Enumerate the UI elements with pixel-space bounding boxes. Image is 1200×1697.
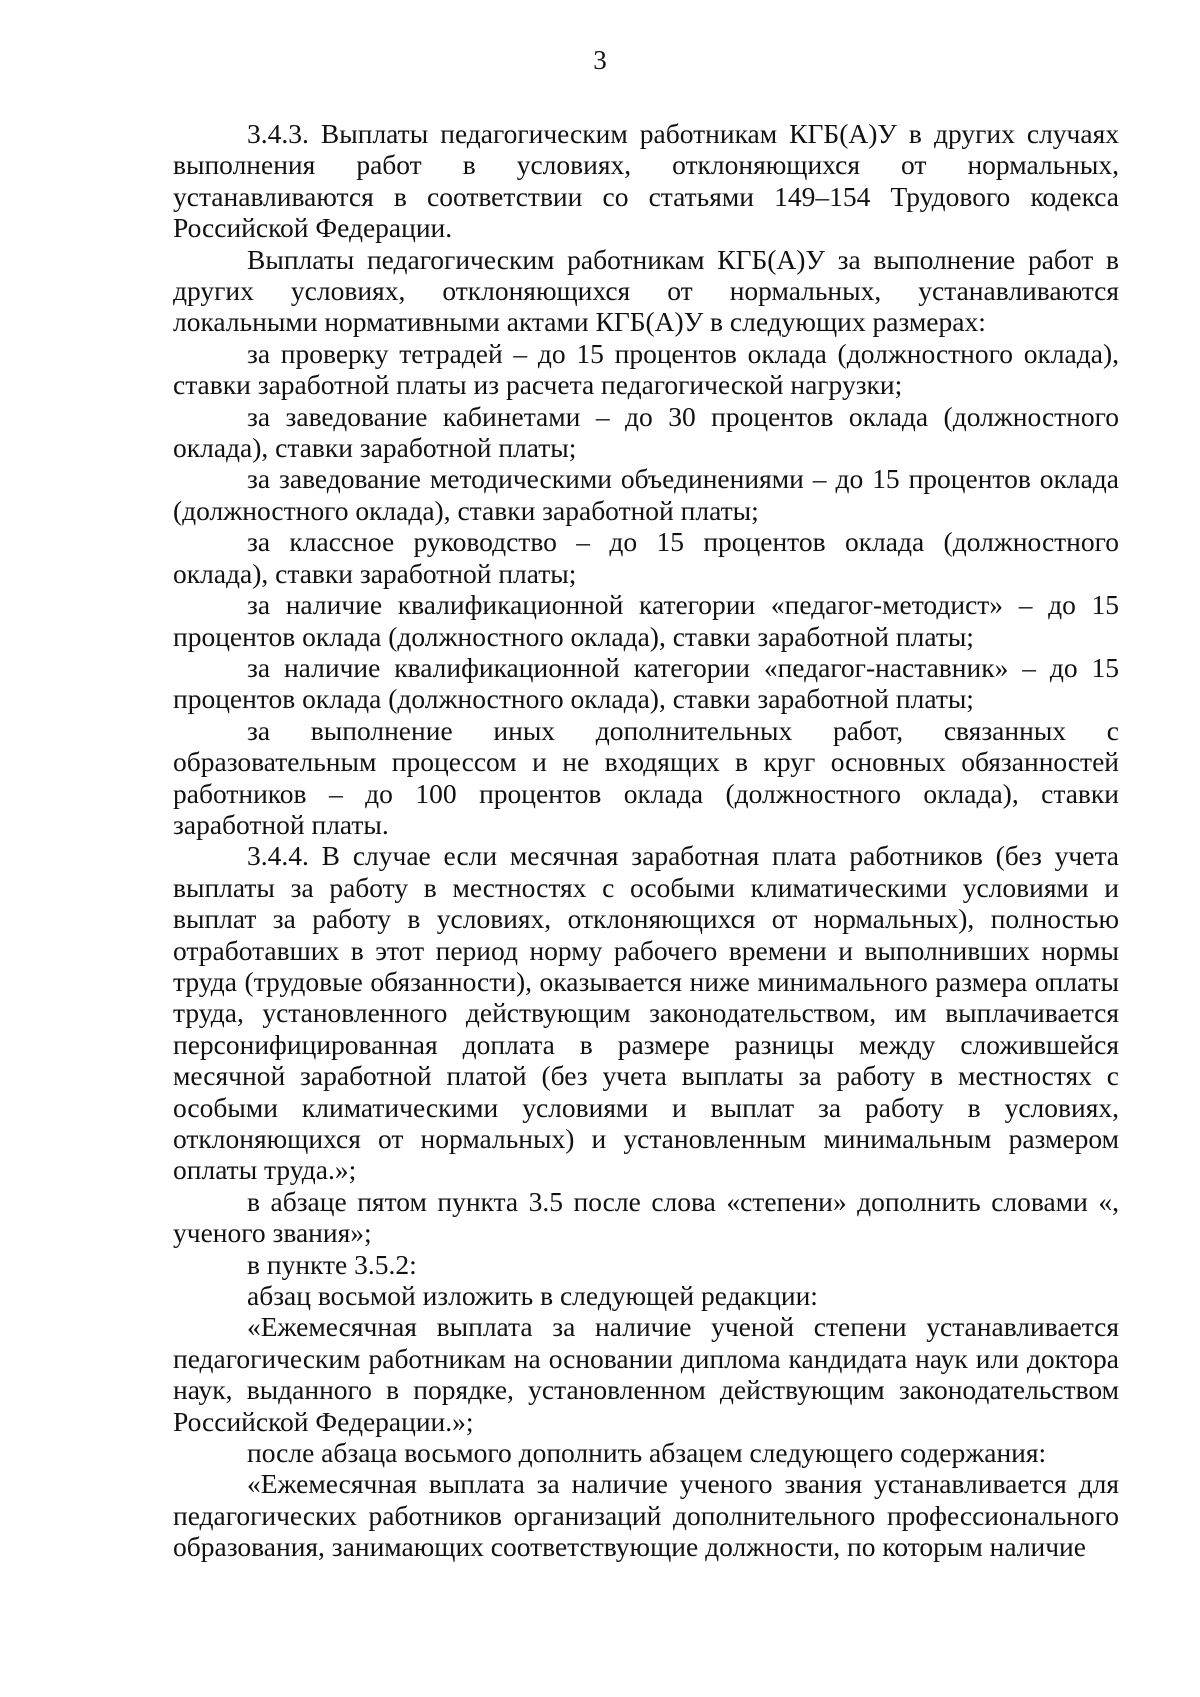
- paragraph-academic-degree-payment: «Ежемесячная выплата за наличие ученой степени устанавливается педагогическим работникам на основании диплома кандидата наук или доктора наук, выданного в порядке, установленном действующим законодательством Российской Федерации.»;: [173, 1311, 1119, 1437]
- paragraph-clause-3-5-amendment: в абзаце пятом пункта 3.5 после слова «степени» дополнить словами «, ученого звания»;: [173, 1185, 1119, 1249]
- list-item-teacher-methodologist: за наличие квалификационной категории «педагог-методист» – до 15 процентов оклада (должностного оклада), ставки заработной платы;: [173, 589, 1119, 652]
- paragraph-eighth-paragraph-intro: абзац восьмой изложить в следующей редакции:: [247, 1280, 818, 1312]
- page-number: 3: [593, 45, 607, 75]
- list-item-class-guidance: за классное руководство – до 15 процентов оклада (должностного оклада), ставки заработной платы;: [173, 526, 1119, 589]
- paragraph-payments-intro: Выплаты педагогическим работникам КГБ(А)У за выполнение работ в других условиях, отклоняющихся от нормальных, устанавливаются локальными нормативными актами КГБ(А)У в следующих размерах:: [173, 243, 1119, 338]
- list-item-notebook-check: за проверку тетрадей – до 15 процентов оклада (должностного оклада), ставки заработной платы из расчета педагогической нагрузки;: [173, 337, 1119, 401]
- list-item-teacher-mentor: за наличие квалификационной категории «педагог-наставник» – до 15 процентов оклада (должностного оклада), ставки заработной платы;: [173, 651, 1119, 715]
- paragraph-3-4-4: 3.4.4. В случае если месячная заработная плата работников (без учета выплаты за работу в местностях с особыми климатическими условиями и выплат за работу в условиях, отклоняющихся от нормальных), полностью отработавших в этот период норму рабочего времени и выполнивших нормы труда (трудовые обязанности), оказывается ниже минимального размера оплаты труда, установленного действующим законодательством, им выплачивается персонифицированная доплата в размере разницы между сложившейся месячной заработной платой (без учета выплаты за работу в местностях с особыми климатическими условиями и выплат за работу в условиях, отклоняющихся от нормальных) и установленным минимальным размером оплаты труда.»;: [173, 840, 1119, 1186]
- list-item-methodical-associations: за заведование методическими объединениями – до 15 процентов оклада (должностного оклада), ставки заработной платы;: [173, 463, 1119, 526]
- paragraph-clause-3-5-2: в пункте 3.5.2:: [247, 1248, 417, 1280]
- paragraph-add-after-eighth: после абзаца восьмого дополнить абзацем следующего содержания:: [247, 1437, 1047, 1469]
- document-body: [173, 118, 1119, 1563]
- list-item-classroom-management: за заведование кабинетами – до 30 процентов оклада (должностного оклада), ставки заработной платы;: [173, 400, 1119, 464]
- paragraph-3-4-3: 3.4.3. Выплаты педагогическим работникам КГБ(А)У в других случаях выполнения работ в условиях, отклоняющихся от нормальных, устанавливаются в соответствии со статьями 149–154 Трудового кодекса Российской Федерации.: [173, 118, 1119, 244]
- list-item-additional-work: за выполнение иных дополнительных работ, связанных с образовательным процессом и не входящих в круг основных обязанностей работников – до 100 процентов оклада (должностного оклада), ставки заработной платы.: [173, 714, 1119, 840]
- paragraph-academic-title-payment: «Ежемесячная выплата за наличие ученого звания устанавливается для педагогических работников организаций дополнительного профессионального образования, занимающих соответствующие должности, по которым наличие: [173, 1468, 1119, 1563]
